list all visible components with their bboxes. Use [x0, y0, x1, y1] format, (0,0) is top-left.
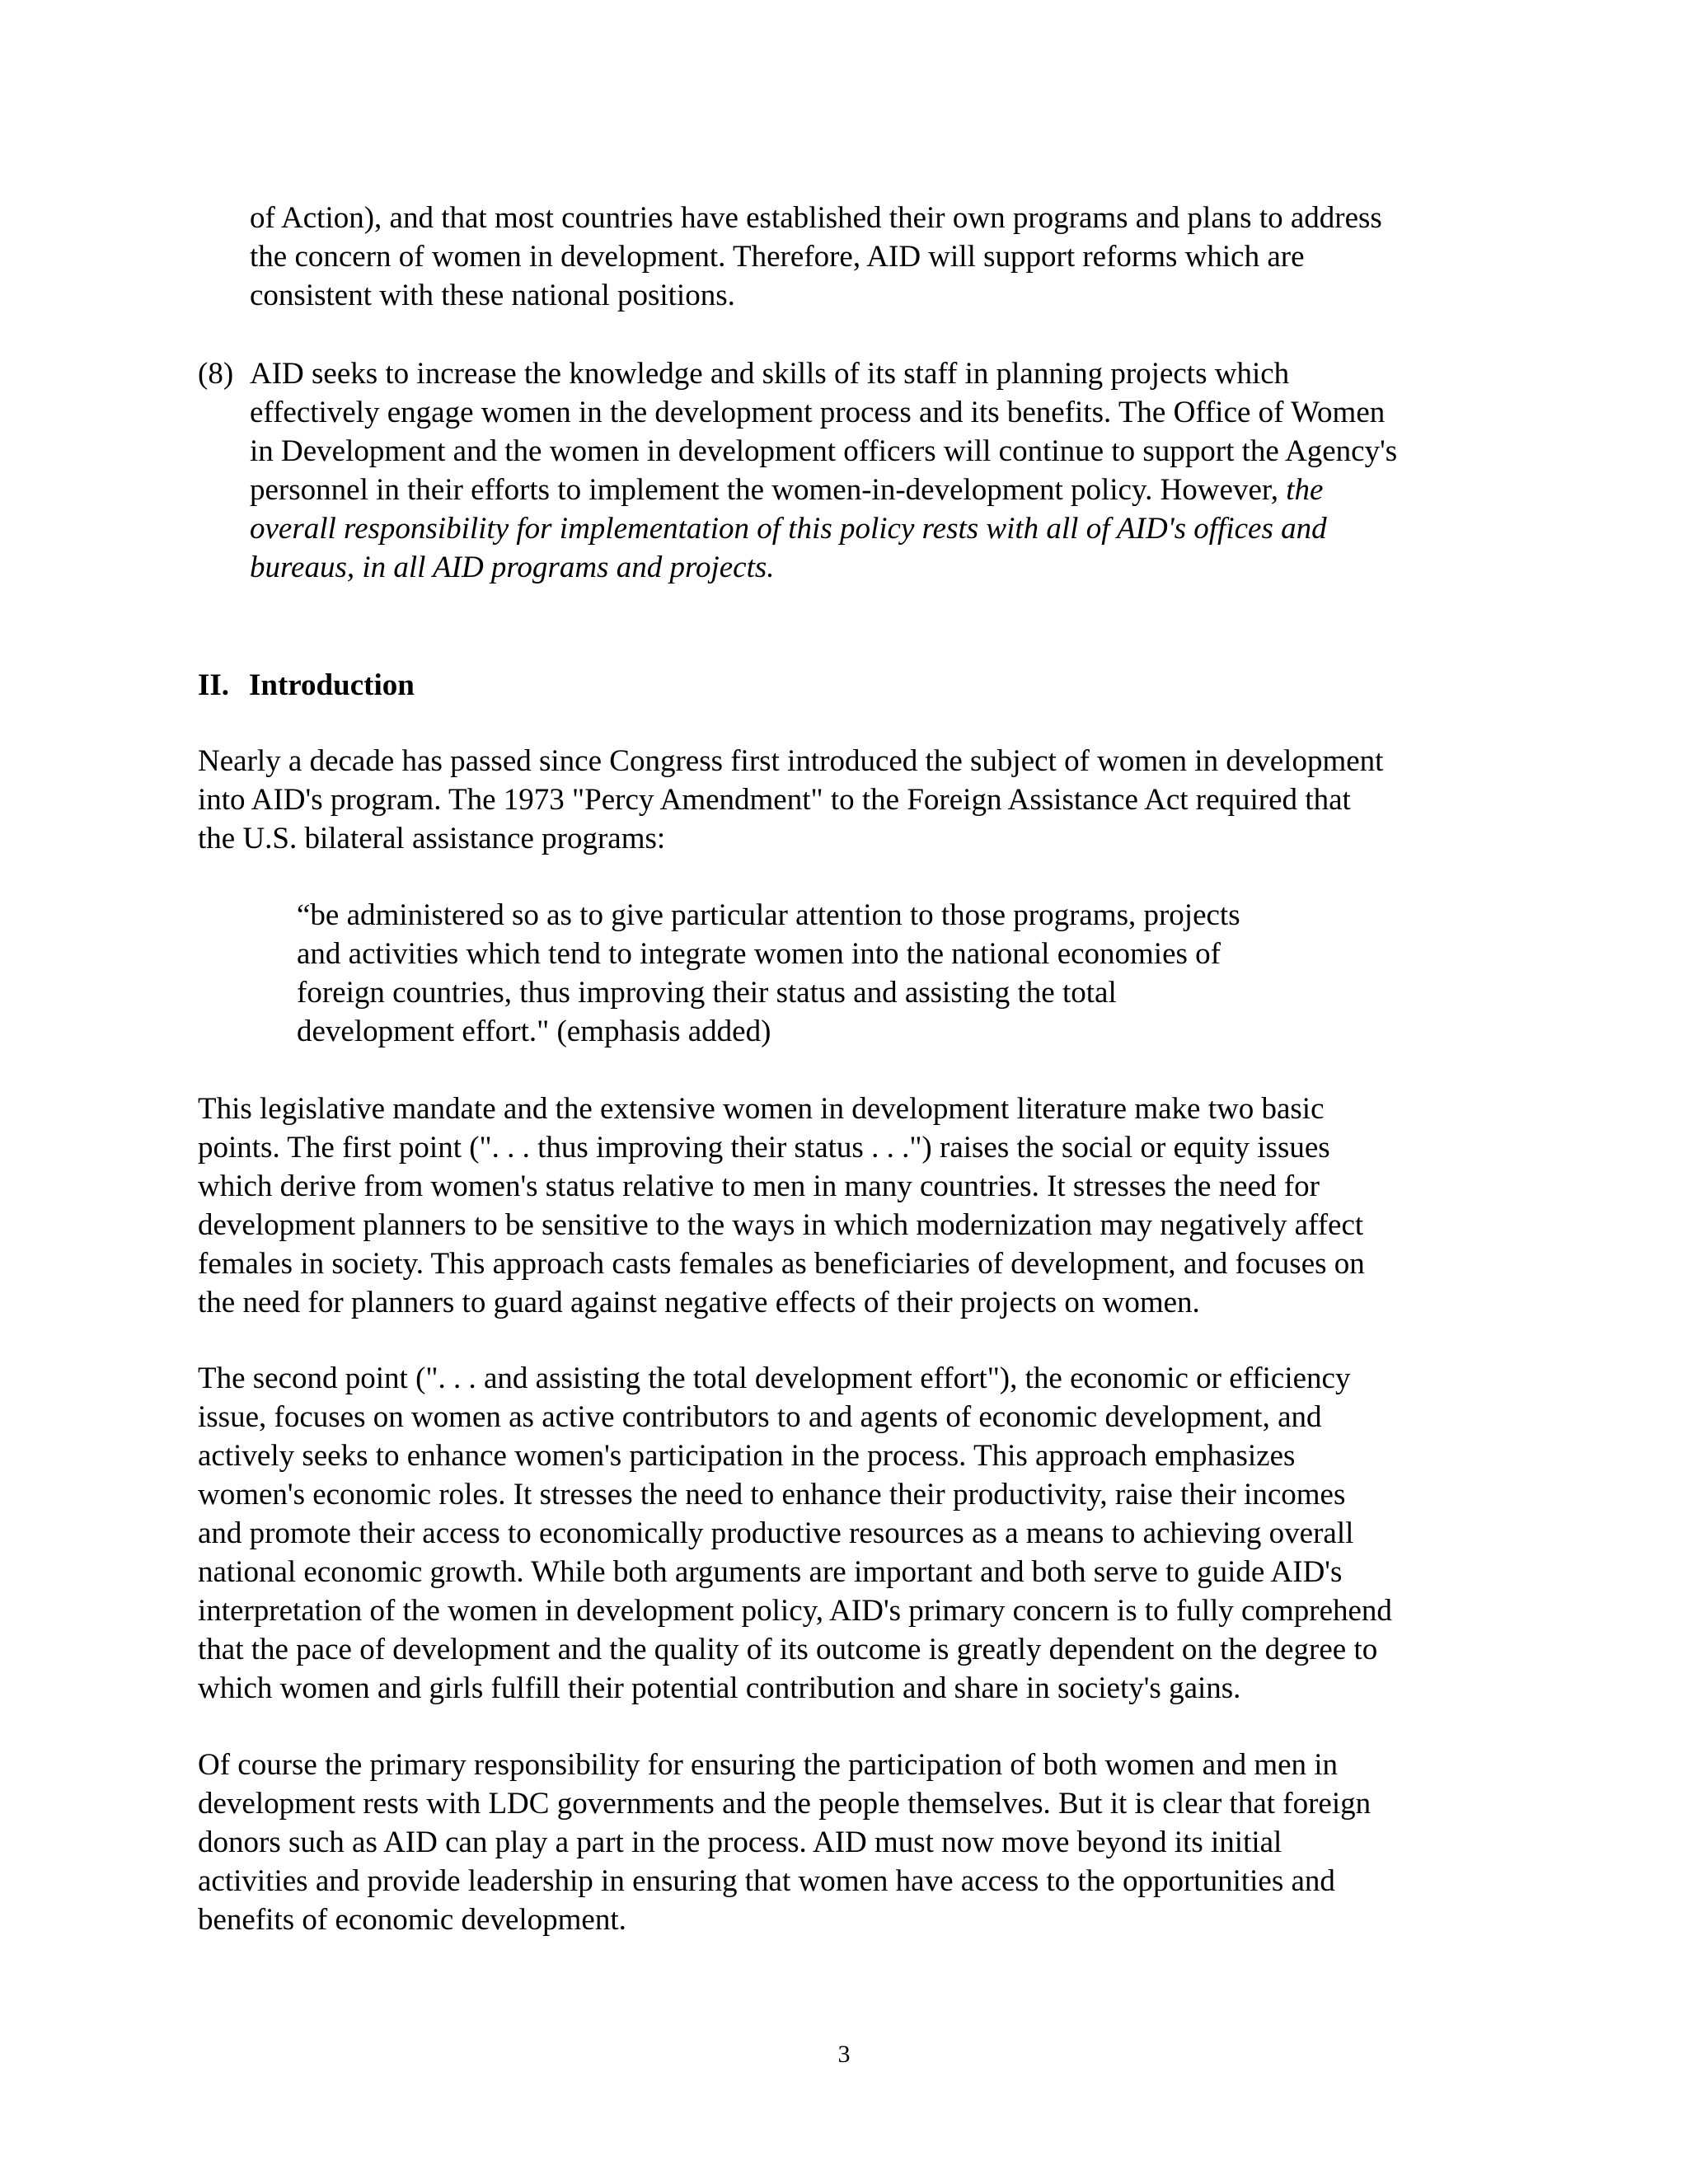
intro-paragraph	[198, 742, 1533, 858]
text-line: development rests with LDC governments and the people themselves. But it is clear that foreign	[198, 1787, 1372, 1821]
text-line: which derive from women's status relative to men in many countries. It stresses the need for	[198, 1169, 1320, 1203]
text-line: donors such as AID can play a part in the process. AID must now move beyond its initial	[198, 1825, 1282, 1859]
text-line: Of course the primary responsibility for ensuring the participation of both women and men in	[198, 1748, 1339, 1782]
text-line: and promote their access to economically productive resources as a means to achieving overall	[198, 1516, 1354, 1550]
text-line	[250, 471, 1519, 509]
quote-line: “be administered so as to give particular attention to those programs, projects	[297, 898, 1240, 932]
text-line: females in society. This approach casts females as beneficiaries of development, and focuses on	[198, 1247, 1365, 1281]
text-segment: personnel in their efforts to implement the women-in-development policy. However,	[250, 473, 1287, 507]
text-line: interpretation of the women in development policy, AID's primary concern is to fully comprehend	[198, 1594, 1392, 1628]
text-line: national economic growth. While both arguments are important and both serve to guide AID's	[198, 1555, 1343, 1589]
text-line: into AID's program. The 1973 "Percy Amendment" to the Foreign Assistance Act required that	[198, 783, 1351, 817]
text-line: issue, focuses on women as active contributors to and agents of economic development, and	[198, 1400, 1322, 1434]
italic-line: overall responsibility for implementation of this policy rests with all of AID's offices and	[250, 512, 1327, 546]
quote-line: development effort." (emphasis added)	[297, 1015, 771, 1048]
text-line: development planners to be sensitive to the ways in which modernization may negatively affect	[198, 1208, 1364, 1242]
italic-line: bureaus, in all AID programs and projects.	[250, 551, 775, 584]
paragraph-second-point	[198, 1359, 1533, 1708]
text-line: consistent with these national positions.	[250, 279, 735, 312]
item-body	[250, 354, 1519, 587]
text-line: in Development and the women in development officers will continue to support the Agency's	[250, 434, 1398, 468]
paragraph-mandate	[198, 1090, 1533, 1322]
text-line: actively seeks to enhance women's participation in the process. This approach emphasizes	[198, 1439, 1296, 1473]
text-line: This legislative mandate and the extensive women in development literature make two basic	[198, 1092, 1325, 1126]
quote-line: and activities which tend to integrate women into the national economies of	[297, 937, 1221, 971]
page-number: 3	[837, 2041, 851, 2068]
text-line: the concern of women in development. Therefore, AID will support reforms which are	[250, 240, 1305, 274]
text-line: points. The first point (". . . thus improving their status . . .") raises the social or equity issues	[198, 1131, 1330, 1165]
text-line: women's economic roles. It stresses the need to enhance their productivity, raise their incomes	[198, 1478, 1346, 1511]
continued-paragraph	[250, 199, 1503, 315]
text-line: that the pace of development and the quality of its outcome is greatly dependent on the degree to	[198, 1633, 1378, 1666]
text-line: Nearly a decade has passed since Congress first introduced the subject of women in development	[198, 744, 1384, 778]
text-line: AID seeks to increase the knowledge and skills of its staff in planning projects which	[250, 357, 1290, 391]
text-line: benefits of economic development.	[198, 1903, 626, 1937]
section-number: II.	[198, 668, 230, 702]
section-title: Introduction	[249, 668, 415, 702]
text-line: The second point (". . . and assisting the total development effort"), the economic or efficiency	[198, 1361, 1351, 1395]
text-line: effectively engage women in the development process and its benefits. The Office of Women	[250, 396, 1386, 429]
block-quote	[297, 896, 1401, 1051]
italic-emphasis: the	[1286, 473, 1324, 507]
text-line: activities and provide leadership in ensuring that women have access to the opportunities and	[198, 1864, 1335, 1898]
paragraph-responsibility	[198, 1746, 1533, 1939]
text-line: the need for planners to guard against negative effects of their projects on women.	[198, 1286, 1200, 1319]
text-line: which women and girls fulfill their potential contribution and share in society's gains.	[198, 1671, 1241, 1705]
quote-line: foreign countries, thus improving their status and assisting the total	[297, 976, 1117, 1010]
section-heading	[198, 666, 415, 705]
item-number: (8)	[198, 357, 234, 391]
text-line: of Action), and that most countries have established their own programs and plans to address	[250, 201, 1382, 235]
text-line: the U.S. bilateral assistance programs:	[198, 822, 666, 855]
